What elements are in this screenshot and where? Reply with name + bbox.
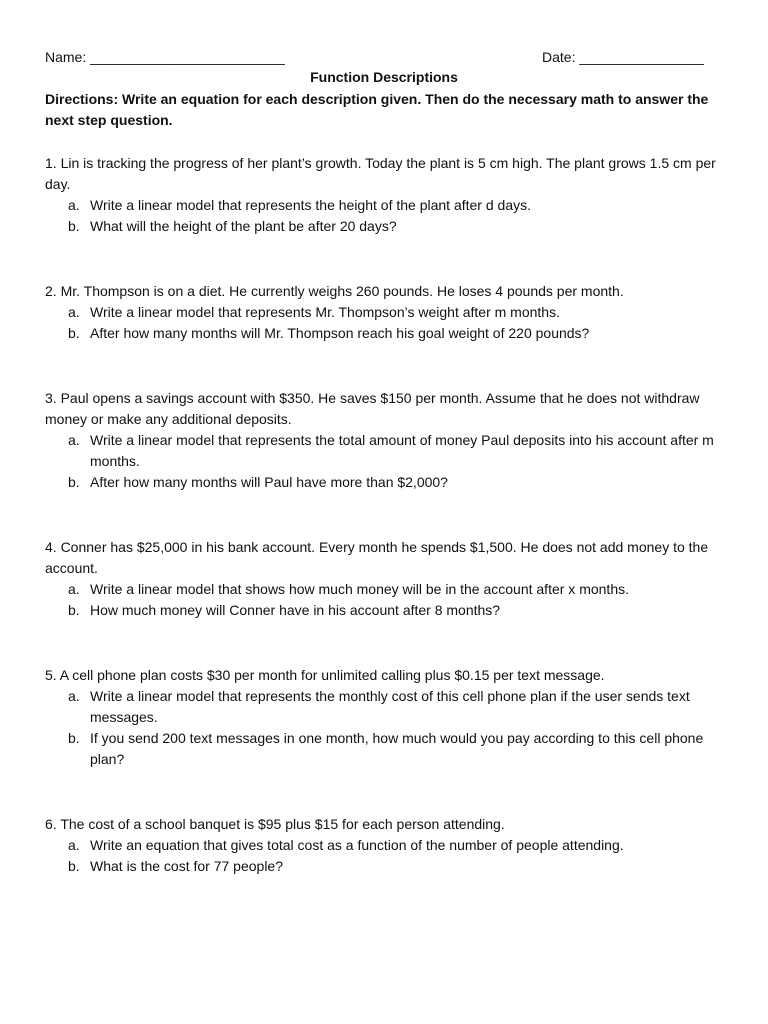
- question-text: 5. A cell phone plan costs $30 per month for unlimited calling plus $0.15 per text message.: [45, 667, 605, 683]
- sub-question-b: [45, 323, 725, 344]
- sub-question-text: How much money will Conner have in his account after 8 months?: [90, 602, 501, 618]
- sub-question-text: What is the cost for 77 people?: [90, 858, 283, 874]
- question-text: 3. Paul opens a savings account with $350. He saves $150 per month. Assume that he does not withdraw money or make any additional deposits.: [45, 390, 700, 427]
- sub-question-a: [45, 686, 725, 728]
- sub-question-text: Write a linear model that represents the total amount of money Paul deposits into his account after m months.: [90, 432, 714, 469]
- sub-question-letter: b.: [68, 602, 80, 618]
- sub-question-text: If you send 200 text messages in one month, how much would you pay according to this cell phone plan?: [90, 730, 704, 767]
- sub-question-a: [45, 195, 725, 216]
- sub-question-letter: a.: [68, 581, 80, 597]
- sub-question-a: [45, 430, 725, 472]
- sub-question-letter: a.: [68, 432, 80, 448]
- sub-question-list: [45, 579, 725, 621]
- question-2: [45, 281, 725, 344]
- sub-question-text: Write a linear model that shows how much money will be in the account after x months.: [90, 581, 629, 597]
- sub-question-a: [45, 835, 725, 856]
- sub-question-letter: b.: [68, 218, 80, 234]
- header-row: [45, 47, 721, 67]
- sub-question-text: After how many months will Paul have more than $2,000?: [90, 474, 448, 490]
- sub-question-list: [45, 302, 725, 344]
- directions: Directions: Write an equation for each description given. Then do the necessary math to answer the next step question.: [45, 91, 709, 128]
- question-6: [45, 814, 725, 877]
- sub-question-list: [45, 686, 725, 770]
- question-text: 4. Conner has $25,000 in his bank account. Every month he spends $1,500. He does not add money to the account.: [45, 539, 709, 576]
- question-text: 1. Lin is tracking the progress of her plant’s growth. Today the plant is 5 cm high. The plant grows 1.5 cm per day.: [45, 155, 716, 192]
- sub-question-text: Write an equation that gives total cost as a function of the number of people attending.: [90, 837, 624, 853]
- sub-question-list: [45, 430, 725, 493]
- sub-question-text: After how many months will Mr. Thompson reach his goal weight of 220 pounds?: [90, 325, 590, 341]
- name-field: Name: _________________________: [45, 49, 285, 65]
- sub-question-letter: b.: [68, 474, 80, 490]
- sub-question-b: [45, 856, 725, 877]
- sub-question-a: [45, 302, 725, 323]
- sub-question-letter: a.: [68, 837, 80, 853]
- sub-question-letter: b.: [68, 858, 80, 874]
- sub-question-letter: b.: [68, 730, 80, 746]
- sub-question-a: [45, 579, 725, 600]
- sub-question-b: [45, 600, 725, 621]
- sub-question-b: [45, 472, 725, 493]
- sub-question-b: [45, 216, 725, 237]
- sub-question-b: [45, 728, 725, 770]
- sub-question-list: [45, 835, 725, 877]
- sub-question-letter: a.: [68, 688, 80, 704]
- question-1: [45, 153, 725, 237]
- sub-question-letter: a.: [68, 197, 80, 213]
- question-3: [45, 388, 725, 493]
- page-title: Function Descriptions: [310, 69, 458, 85]
- question-text: 2. Mr. Thompson is on a diet. He currently weighs 260 pounds. He loses 4 pounds per month.: [45, 283, 624, 299]
- sub-question-text: What will the height of the plant be after 20 days?: [90, 218, 397, 234]
- sub-question-letter: a.: [68, 304, 80, 320]
- date-field: Date: ________________: [542, 49, 704, 65]
- sub-question-text: Write a linear model that represents Mr. Thompson’s weight after m months.: [90, 304, 560, 320]
- sub-question-list: [45, 195, 725, 237]
- question-4: [45, 537, 725, 621]
- question-text: 6. The cost of a school banquet is $95 plus $15 for each person attending.: [45, 816, 505, 832]
- sub-question-text: Write a linear model that represents the monthly cost of this cell phone plan if the user sends text messages.: [90, 688, 690, 725]
- question-5: [45, 665, 725, 770]
- sub-question-letter: b.: [68, 325, 80, 341]
- sub-question-text: Write a linear model that represents the height of the plant after d days.: [90, 197, 531, 213]
